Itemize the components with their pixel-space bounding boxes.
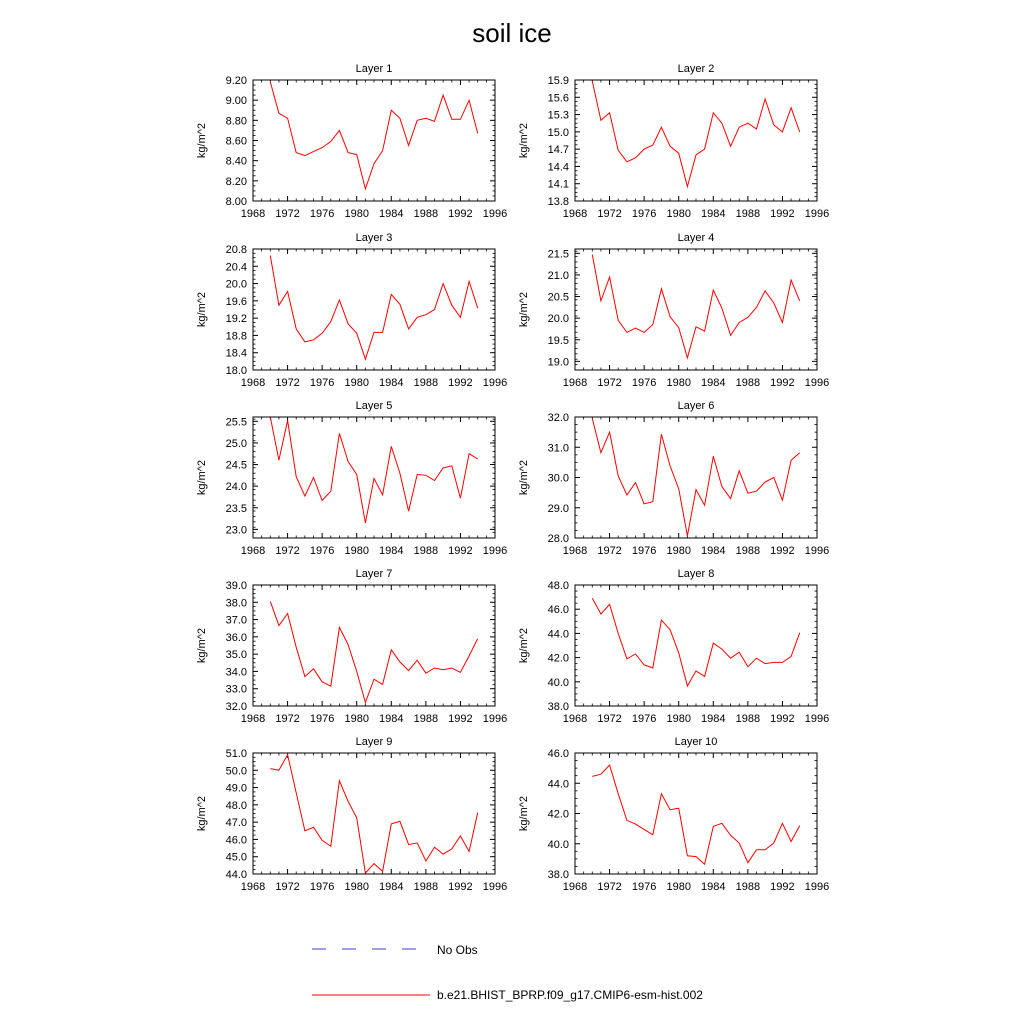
x-tick-label: 1980 <box>344 881 369 893</box>
x-tick-label: 1972 <box>275 377 300 389</box>
y-tick-label: 49.0 <box>225 782 247 795</box>
x-tick-label: 1968 <box>240 377 266 389</box>
y-tick-label: 20.4 <box>225 261 247 274</box>
y-tick-label: 44.0 <box>547 628 569 641</box>
panel-layer-9 <box>196 736 507 893</box>
x-tick-label: 1996 <box>482 713 508 725</box>
x-tick-label: 1968 <box>240 545 266 557</box>
series-line <box>270 82 477 189</box>
plot-frame <box>253 80 495 201</box>
x-tick-label: 1976 <box>631 713 657 725</box>
y-tick-label: 38.0 <box>225 597 247 610</box>
series-line <box>270 417 477 523</box>
x-tick-label: 1980 <box>666 377 691 389</box>
panel-title: Layer 4 <box>677 232 715 244</box>
y-tick-label: 21.5 <box>547 248 569 261</box>
y-tick-label: 14.7 <box>547 144 569 157</box>
x-tick-label: 1992 <box>448 545 473 557</box>
x-tick-label: 1968 <box>240 713 266 725</box>
y-tick-label: 15.0 <box>547 126 569 139</box>
x-tick-label: 1988 <box>413 377 439 389</box>
plot-frame <box>253 249 495 370</box>
x-tick-label: 1996 <box>804 881 830 893</box>
y-axis-label: kg/m^2 <box>518 291 530 328</box>
x-tick-label: 1976 <box>631 881 657 893</box>
y-axis-label: kg/m^2 <box>196 459 208 496</box>
x-tick-label: 1996 <box>482 545 508 557</box>
plot-frame <box>575 585 817 706</box>
x-tick-label: 1980 <box>344 713 369 725</box>
y-axis-label: kg/m^2 <box>518 122 530 159</box>
x-tick-label: 1972 <box>597 881 622 893</box>
series-line <box>592 255 799 358</box>
y-tick-label: 33.0 <box>225 683 247 696</box>
x-tick-label: 1976 <box>309 545 335 557</box>
y-tick-label: 48.0 <box>547 580 569 592</box>
y-tick-label: 38.0 <box>547 701 569 713</box>
y-tick-label: 40.0 <box>547 838 569 851</box>
y-tick-label: 29.0 <box>547 502 569 515</box>
y-tick-label: 32.0 <box>225 701 247 713</box>
y-tick-label: 28.0 <box>547 533 569 545</box>
legend-model-label: b.e21.BHIST_BPRP.f09_g17.CMIP6-esm-hist.002 <box>437 988 703 1002</box>
y-tick-label: 18.4 <box>225 347 247 360</box>
figure-title: soil ice <box>472 18 552 48</box>
plot-frame <box>575 80 817 201</box>
x-tick-label: 1988 <box>735 377 761 389</box>
y-tick-label: 31.0 <box>547 442 569 455</box>
series-line <box>592 598 799 686</box>
x-tick-label: 1980 <box>666 545 691 557</box>
y-tick-label: 46.0 <box>547 604 569 617</box>
plot-frame <box>575 417 817 538</box>
x-tick-label: 1984 <box>701 545 726 557</box>
x-tick-label: 1992 <box>770 545 795 557</box>
x-tick-label: 1980 <box>344 545 369 557</box>
legend <box>312 943 703 1002</box>
plot-frame <box>575 249 817 370</box>
x-tick-label: 1988 <box>735 545 761 557</box>
y-tick-label: 13.8 <box>547 196 569 208</box>
x-tick-label: 1968 <box>562 881 588 893</box>
x-tick-label: 1988 <box>735 208 761 220</box>
panel-layer-3 <box>196 232 507 389</box>
x-tick-label: 1988 <box>735 881 761 893</box>
panel-layer-4 <box>518 232 829 389</box>
y-tick-label: 8.80 <box>225 115 247 128</box>
y-tick-label: 21.0 <box>547 269 569 282</box>
x-tick-label: 1992 <box>448 208 473 220</box>
x-tick-label: 1972 <box>597 713 622 725</box>
y-tick-label: 19.5 <box>547 334 569 347</box>
y-axis-label: kg/m^2 <box>196 627 208 664</box>
x-tick-label: 1996 <box>804 545 830 557</box>
y-tick-label: 18.8 <box>225 330 247 343</box>
x-tick-label: 1984 <box>379 713 404 725</box>
x-tick-label: 1996 <box>804 208 830 220</box>
x-tick-label: 1996 <box>482 377 508 389</box>
y-tick-label: 15.6 <box>547 92 569 105</box>
x-tick-label: 1984 <box>379 881 404 893</box>
x-tick-label: 1976 <box>309 713 335 725</box>
y-tick-label: 24.0 <box>225 481 247 494</box>
panel-layer-5 <box>196 400 507 557</box>
y-tick-label: 50.0 <box>225 765 247 778</box>
y-tick-label: 34.0 <box>225 666 247 679</box>
plot-frame <box>253 585 495 706</box>
y-tick-label: 36.0 <box>225 631 247 644</box>
x-tick-label: 1972 <box>597 377 622 389</box>
x-tick-label: 1988 <box>735 713 761 725</box>
x-tick-label: 1972 <box>597 208 622 220</box>
x-tick-label: 1984 <box>701 208 726 220</box>
x-tick-label: 1972 <box>275 713 300 725</box>
panel-layer-8 <box>518 568 829 725</box>
x-tick-label: 1972 <box>597 545 622 557</box>
y-axis-label: kg/m^2 <box>196 122 208 159</box>
x-tick-label: 1968 <box>562 713 588 725</box>
y-tick-label: 35.0 <box>225 649 247 662</box>
y-tick-label: 9.00 <box>225 95 247 108</box>
x-tick-label: 1996 <box>482 881 508 893</box>
x-tick-label: 1992 <box>448 881 473 893</box>
x-tick-label: 1996 <box>482 208 508 220</box>
y-tick-label: 47.0 <box>225 817 247 830</box>
panel-layer-1 <box>196 63 507 220</box>
y-axis-label: kg/m^2 <box>518 459 530 496</box>
x-tick-label: 1988 <box>413 713 439 725</box>
panel-title: Layer 1 <box>355 63 393 75</box>
y-tick-label: 44.0 <box>547 778 569 791</box>
y-tick-label: 14.1 <box>547 178 569 191</box>
series-line <box>270 601 477 702</box>
y-tick-label: 8.40 <box>225 155 247 168</box>
x-tick-label: 1988 <box>413 208 439 220</box>
x-tick-label: 1992 <box>770 208 795 220</box>
x-tick-label: 1988 <box>413 545 439 557</box>
x-tick-label: 1984 <box>701 377 726 389</box>
y-tick-label: 20.5 <box>547 291 569 304</box>
panel-title: Layer 5 <box>355 400 393 412</box>
panel-layer-6 <box>518 400 829 557</box>
y-tick-label: 20.0 <box>547 313 569 326</box>
panel-title: Layer 8 <box>677 568 715 580</box>
x-tick-label: 1980 <box>344 208 369 220</box>
panel-layer-10 <box>518 736 829 893</box>
y-tick-label: 45.0 <box>225 851 247 864</box>
y-tick-label: 51.0 <box>225 748 247 760</box>
y-tick-label: 46.0 <box>547 748 569 760</box>
y-tick-label: 37.0 <box>225 614 247 627</box>
y-tick-label: 25.0 <box>225 437 247 450</box>
panel-layer-2 <box>518 63 829 220</box>
x-tick-label: 1984 <box>379 377 404 389</box>
series-line <box>270 755 477 873</box>
x-tick-label: 1968 <box>562 377 588 389</box>
y-tick-label: 19.0 <box>547 356 569 369</box>
y-tick-label: 48.0 <box>225 799 247 812</box>
x-tick-label: 1968 <box>240 208 266 220</box>
x-tick-label: 1968 <box>240 881 266 893</box>
x-tick-label: 1980 <box>666 208 691 220</box>
series-line <box>592 81 799 186</box>
panel-title: Layer 2 <box>677 63 715 75</box>
y-tick-label: 24.5 <box>225 459 247 472</box>
x-tick-label: 1976 <box>631 545 657 557</box>
x-tick-label: 1972 <box>275 545 300 557</box>
panel-title: Layer 10 <box>674 736 718 748</box>
y-axis-label: kg/m^2 <box>518 795 530 832</box>
y-tick-label: 15.3 <box>547 109 569 122</box>
y-tick-label: 20.8 <box>225 244 247 256</box>
x-tick-label: 1992 <box>770 377 795 389</box>
x-tick-label: 1984 <box>701 713 726 725</box>
y-tick-label: 42.0 <box>547 808 569 821</box>
x-tick-label: 1992 <box>448 713 473 725</box>
panel-title: Layer 7 <box>355 568 393 580</box>
y-tick-label: 19.2 <box>225 313 247 326</box>
y-axis-label: kg/m^2 <box>518 627 530 664</box>
x-tick-label: 1968 <box>562 208 588 220</box>
y-tick-label: 30.0 <box>547 472 569 485</box>
y-tick-label: 42.0 <box>547 652 569 665</box>
y-tick-label: 8.00 <box>225 196 247 208</box>
y-tick-label: 40.0 <box>547 676 569 689</box>
x-tick-label: 1992 <box>770 881 795 893</box>
panel-title: Layer 9 <box>355 736 393 748</box>
series-line <box>592 419 799 536</box>
y-axis-label: kg/m^2 <box>196 291 208 328</box>
y-tick-label: 8.20 <box>225 175 247 188</box>
y-tick-label: 23.0 <box>225 524 247 537</box>
x-tick-label: 1984 <box>379 545 404 557</box>
x-tick-label: 1996 <box>804 377 830 389</box>
series-line <box>592 765 799 864</box>
panel-title: Layer 3 <box>355 232 393 244</box>
y-tick-label: 9.20 <box>225 75 247 87</box>
legend-obs-label: No Obs <box>437 943 478 957</box>
x-tick-label: 1968 <box>562 545 588 557</box>
y-tick-label: 20.0 <box>225 278 247 291</box>
x-tick-label: 1976 <box>309 208 335 220</box>
y-tick-label: 15.9 <box>547 75 569 87</box>
panels <box>196 63 829 893</box>
x-tick-label: 1976 <box>631 377 657 389</box>
y-tick-label: 39.0 <box>225 580 247 592</box>
plot-frame <box>253 753 495 874</box>
y-axis-label: kg/m^2 <box>196 795 208 832</box>
x-tick-label: 1980 <box>666 881 691 893</box>
x-tick-label: 1996 <box>804 713 830 725</box>
y-tick-label: 19.6 <box>225 295 247 308</box>
y-tick-label: 44.0 <box>225 869 247 881</box>
x-tick-label: 1984 <box>701 881 726 893</box>
x-tick-label: 1980 <box>666 713 691 725</box>
y-tick-label: 38.0 <box>547 869 569 881</box>
x-tick-label: 1976 <box>631 208 657 220</box>
y-tick-label: 8.60 <box>225 135 247 148</box>
x-tick-label: 1976 <box>309 881 335 893</box>
y-tick-label: 46.0 <box>225 834 247 847</box>
x-tick-label: 1980 <box>344 377 369 389</box>
x-tick-label: 1984 <box>379 208 404 220</box>
y-tick-label: 18.0 <box>225 365 247 377</box>
y-tick-label: 25.5 <box>225 416 247 429</box>
x-tick-label: 1992 <box>770 713 795 725</box>
x-tick-label: 1988 <box>413 881 439 893</box>
series-line <box>270 256 477 360</box>
x-tick-label: 1972 <box>275 208 300 220</box>
y-tick-label: 14.4 <box>547 161 569 174</box>
y-tick-label: 23.5 <box>225 502 247 515</box>
panel-title: Layer 6 <box>677 400 715 412</box>
x-tick-label: 1976 <box>309 377 335 389</box>
x-tick-label: 1992 <box>448 377 473 389</box>
x-tick-label: 1972 <box>275 881 300 893</box>
panel-layer-7 <box>196 568 507 725</box>
y-tick-label: 32.0 <box>547 412 569 424</box>
